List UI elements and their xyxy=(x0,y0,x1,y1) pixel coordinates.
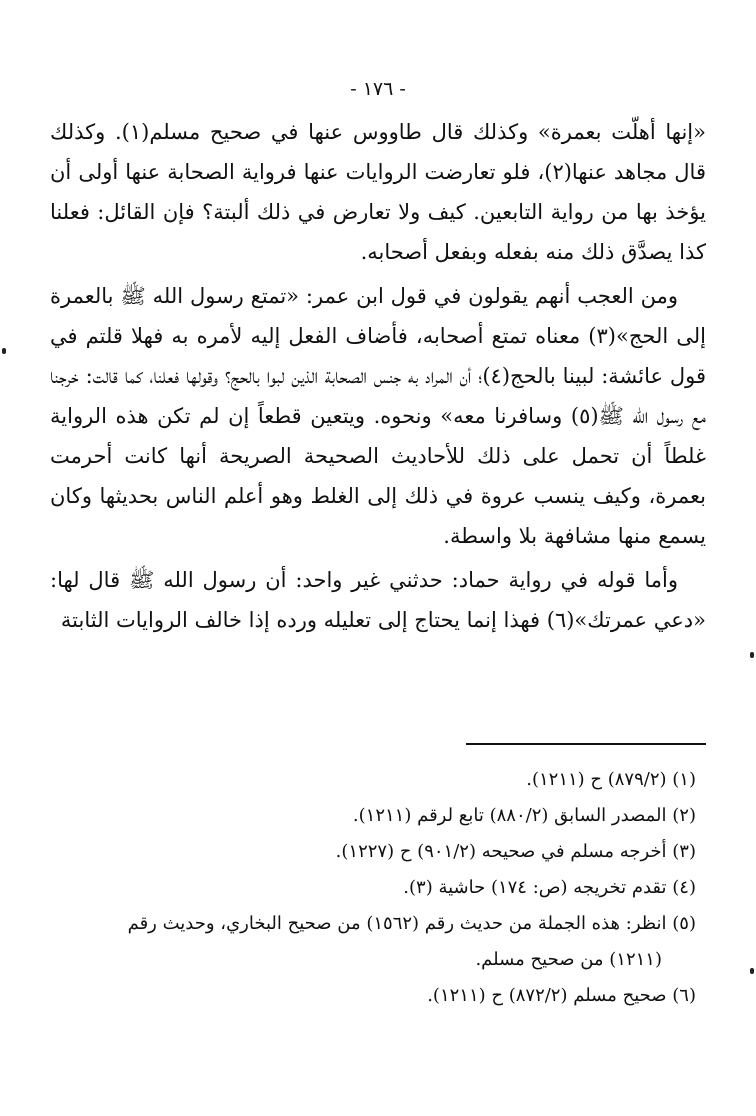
footnote-4-text: (٤) تقدم تخريجه (ص: ١٧٤) حاشية (٣). xyxy=(403,877,696,898)
footnote-4 xyxy=(50,870,706,906)
margin-mark xyxy=(750,968,754,974)
footnote-separator xyxy=(466,743,706,745)
main-text xyxy=(50,112,706,644)
margin-mark xyxy=(2,348,6,354)
footnote-1-text: (١) (٨٧٩/٢) ح (١٢١١). xyxy=(526,769,696,790)
paragraph-3: وأما قوله في رواية حماد: حدثني غير واحد: أن رسول الله ﷺ قال لها: «دعي عمرتك»(٦) فهذا إنما يحتاج إلى تعليله ورده إذا خالف الروايات الثابتة xyxy=(50,568,706,632)
footnote-6 xyxy=(50,978,706,1014)
footnote-5-text: (٥) انظر: هذه الجملة من حديث رقم (١٥٦٢) من صحيح البخاري، وحديث رقم xyxy=(127,913,696,934)
footnote-5 xyxy=(50,906,706,978)
footnote-1 xyxy=(50,762,706,798)
footnote-3 xyxy=(50,834,706,870)
footnote-6-text: (٦) صحيح مسلم (٨٧٢/٢) ح (١٢١١). xyxy=(427,985,696,1006)
page-number: - ١٧٦ - xyxy=(350,78,406,100)
footnote-5-continuation: (١٢١١) من صحيح مسلم. xyxy=(475,949,662,970)
margin-mark xyxy=(750,652,754,658)
paragraph-2: ومن العجب أنهم يقولون في قول ابن عمر: «تمتع رسول الله ﷺ بالعمرة إلى الحج»(٣) معناه تمتع أصحابه، فأضاف الفعل إليه لأمره به فهلا قلتم في قول عائشة: لبينا بالحج(٤)؛ أن المراد به جنس الصحابة الذين لبوا بالحج؟ وقولها فعلنا، كما قالت: خرجنا مع رسول الله ﷺ(٥) وسافرنا معه» ونحوه. ويتعين قطعاً إن لم تكن هذه الرواية غلطاً أن تحمل على ذلك للأحاديث الصحيحة الصريحة أنها كانت أحرمت بعمرة، وكيف ينسب عروة في ذلك إلى الغلط وهو أعلم الناس بحديثها وكان يسمع منها مشافهة بلا واسطة. xyxy=(50,284,707,548)
footnote-2-text: (٢) المصدر السابق (٨٨٠/٢) تابع لرقم (١٢١١). xyxy=(352,805,696,826)
footnote-3-text: (٣) أخرجه مسلم في صحيحه (٩٠١/٢) ح (١٢٢٧). xyxy=(335,841,696,862)
footnote-2 xyxy=(50,798,706,834)
paragraph-1: «إنها أهلّت بعمرة» وكذلك قال طاووس عنها في صحيح مسلم(١). وكذلك قال مجاهد عنها(٢)، فلو تعارضت الروايات عنها فرواية الصحابة عنها أولى أن يؤخذ بها من رواية التابعين. كيف ولا تعارض في ذلك ألبتة؟ فإن القائل: فعلنا كذا يصدَّق ذلك منه بفعله وبفعل أصحابه. xyxy=(50,120,706,264)
footnotes xyxy=(50,762,706,1014)
